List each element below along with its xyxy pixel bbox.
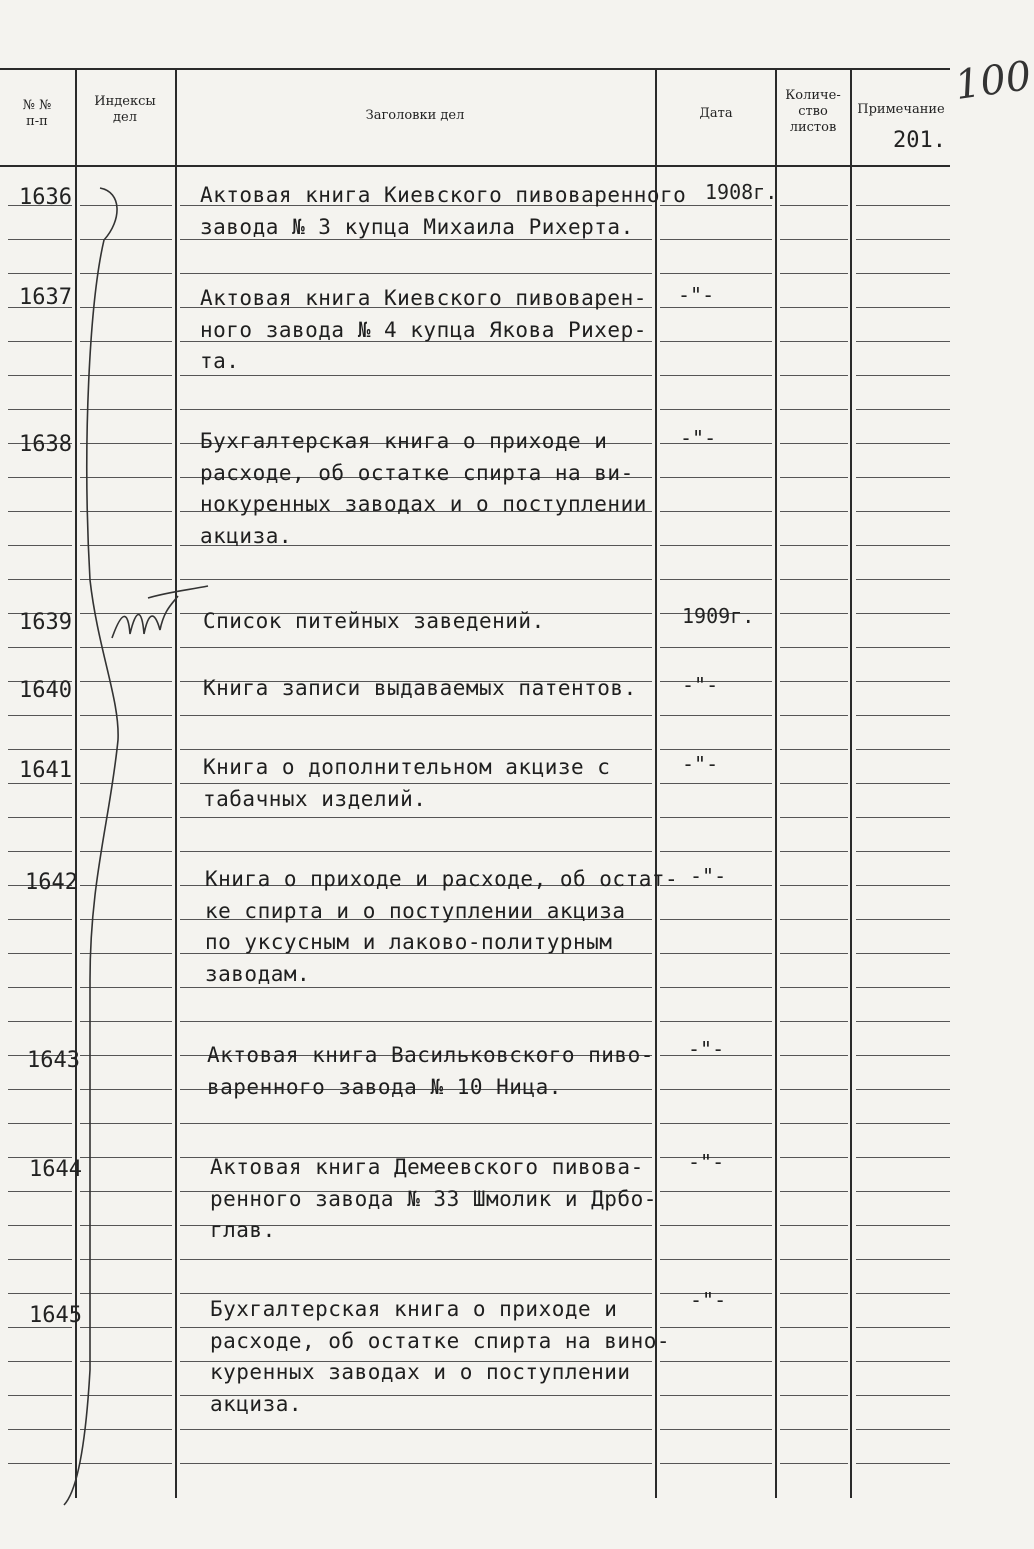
ruled-line xyxy=(856,817,950,818)
ruled-line xyxy=(780,1123,848,1124)
entry-title: Книга о дополнительном акцизе с табачных изделий. xyxy=(203,755,611,811)
column-divider-title xyxy=(655,68,657,1498)
ruled-line xyxy=(660,273,772,274)
ruled-line xyxy=(180,715,652,716)
ruled-line xyxy=(660,1395,772,1396)
ruled-line xyxy=(856,579,950,580)
ruled-line xyxy=(660,1361,772,1362)
entry-number: 1640 xyxy=(19,678,72,703)
ruled-line xyxy=(856,1191,950,1192)
ruled-line xyxy=(856,443,950,444)
entry-date: -"- xyxy=(690,864,727,888)
ruled-line xyxy=(856,647,950,648)
ruled-line xyxy=(856,613,950,614)
column-divider-date xyxy=(775,68,777,1498)
ruled-line xyxy=(180,409,652,410)
ruled-line xyxy=(856,1123,950,1124)
entry-number: 1645 xyxy=(29,1303,82,1328)
header-bottom-border xyxy=(0,165,950,167)
ruled-line xyxy=(856,205,950,206)
entry-date: -"- xyxy=(680,426,717,450)
header-count: Количе- ство листов xyxy=(785,88,841,135)
ruled-line xyxy=(780,545,848,546)
ruled-line xyxy=(780,749,848,750)
ruled-line xyxy=(780,681,848,682)
entry-date: -"- xyxy=(688,1150,725,1174)
page-number: 100 xyxy=(952,52,1034,110)
ruled-line xyxy=(780,1327,848,1328)
ruled-line xyxy=(780,579,848,580)
ruled-line xyxy=(780,1361,848,1362)
ruled-line xyxy=(660,817,772,818)
ruled-line xyxy=(180,1259,652,1260)
ruled-line xyxy=(856,1157,950,1158)
ruled-line xyxy=(856,1463,950,1464)
ruled-line xyxy=(780,885,848,886)
ruled-line xyxy=(180,1429,652,1430)
ruled-line xyxy=(856,715,950,716)
header-date: Дата xyxy=(699,106,733,121)
ruled-line xyxy=(780,1395,848,1396)
ruled-line xyxy=(780,817,848,818)
entry-date: 1908г. xyxy=(705,180,778,204)
ruled-line xyxy=(780,783,848,784)
ruled-line xyxy=(856,953,950,954)
entry-date: -"- xyxy=(682,673,719,697)
ruled-line xyxy=(780,1021,848,1022)
ruled-line xyxy=(780,1225,848,1226)
ruled-line xyxy=(180,647,652,648)
ruled-line xyxy=(856,477,950,478)
ruled-line xyxy=(780,851,848,852)
handwritten-signature-icon xyxy=(108,590,188,650)
ruled-line xyxy=(660,1463,772,1464)
ruled-line xyxy=(780,1157,848,1158)
ruled-line xyxy=(856,1395,950,1396)
ruled-line xyxy=(660,1021,772,1022)
ruled-line xyxy=(660,511,772,512)
ruled-line xyxy=(660,783,772,784)
ruled-line xyxy=(660,647,772,648)
ruled-line xyxy=(180,851,652,852)
ruled-line xyxy=(780,1463,848,1464)
ruled-line xyxy=(856,1293,950,1294)
ruled-line xyxy=(660,749,772,750)
ruled-line xyxy=(856,511,950,512)
entry-title: Книга записи выдаваемых патентов. xyxy=(203,676,637,700)
ruled-line xyxy=(780,409,848,410)
ruled-line xyxy=(856,1361,950,1362)
ruled-line xyxy=(856,307,950,308)
ruled-line xyxy=(660,1225,772,1226)
ruled-line xyxy=(180,817,652,818)
entry-title: Актовая книга Демеевского пивова- ренного завода № 33 Шмолик и Дрбо- глав. xyxy=(210,1155,657,1242)
ruled-line xyxy=(780,443,848,444)
header-index: Индексы дел xyxy=(94,94,156,125)
ruled-line xyxy=(780,273,848,274)
entry-date: -"- xyxy=(678,283,715,307)
ruled-line xyxy=(856,1225,950,1226)
ruled-line xyxy=(660,851,772,852)
ruled-line xyxy=(856,341,950,342)
entry-number: 1642 xyxy=(25,870,78,895)
entry-title: Книга о приходе и расходе, об остат- ке спирта и о поступлении акциза по уксусным и лаково-политурным заводам. xyxy=(205,867,679,986)
entry-date: -"- xyxy=(688,1037,725,1061)
entry-number: 1641 xyxy=(19,758,72,783)
ruled-line xyxy=(856,987,950,988)
ruled-line xyxy=(856,681,950,682)
ruled-line xyxy=(660,409,772,410)
ruled-line xyxy=(856,1327,950,1328)
entry-number: 1644 xyxy=(29,1157,82,1182)
ruled-line xyxy=(780,1429,848,1430)
entry-date: -"- xyxy=(682,752,719,776)
entry-title: Бухгалтерская книга о приходе и расходе, об остатке спирта на вино- куренных заводах и о поступлении акциза. xyxy=(210,1297,671,1416)
handwritten-bracket-icon xyxy=(60,180,140,1510)
ruled-line xyxy=(780,953,848,954)
entry-title: Актовая книга Васильковского пиво- варенного завода № 10 Ница. xyxy=(207,1043,654,1099)
ruled-line xyxy=(780,1259,848,1260)
ruled-line xyxy=(180,579,652,580)
ruled-line xyxy=(660,1123,772,1124)
ruled-line xyxy=(780,477,848,478)
folio-number: 201. xyxy=(893,128,946,153)
ruled-line xyxy=(660,579,772,580)
ruled-line xyxy=(780,987,848,988)
ruled-line xyxy=(780,1293,848,1294)
ruled-line xyxy=(856,919,950,920)
ruled-line xyxy=(660,1429,772,1430)
ruled-line xyxy=(180,1021,652,1022)
ruled-line xyxy=(180,1463,652,1464)
ruled-line xyxy=(780,1055,848,1056)
column-divider-count xyxy=(850,68,852,1498)
ruled-line xyxy=(780,715,848,716)
entry-number: 1636 xyxy=(19,185,72,210)
ruled-line xyxy=(856,1021,950,1022)
ruled-line xyxy=(780,1191,848,1192)
ruled-line xyxy=(856,239,950,240)
ruled-line xyxy=(856,545,950,546)
ruled-line xyxy=(660,341,772,342)
header-num: № № п-п xyxy=(22,98,52,129)
ruled-line xyxy=(856,749,950,750)
table-top-border xyxy=(0,68,950,70)
entry-date: -"- xyxy=(690,1288,727,1312)
column-divider-index xyxy=(175,68,177,1498)
ruled-line xyxy=(660,1089,772,1090)
header-title: Заголовки дел xyxy=(365,108,465,123)
ruled-line xyxy=(780,239,848,240)
ruled-line xyxy=(856,885,950,886)
ruled-line xyxy=(856,783,950,784)
ruled-line xyxy=(660,545,772,546)
ruled-line xyxy=(180,749,652,750)
ruled-line xyxy=(780,1089,848,1090)
ruled-line xyxy=(780,307,848,308)
ruled-line xyxy=(780,613,848,614)
ruled-line xyxy=(856,273,950,274)
ruled-line xyxy=(856,851,950,852)
entry-number: 1639 xyxy=(19,610,72,635)
entry-number: 1638 xyxy=(19,432,72,457)
ruled-line xyxy=(660,715,772,716)
ruled-line xyxy=(780,375,848,376)
ruled-line xyxy=(856,1089,950,1090)
ruled-line xyxy=(780,341,848,342)
ruled-line xyxy=(856,1429,950,1430)
ruled-line xyxy=(180,1123,652,1124)
ruled-line xyxy=(780,647,848,648)
ruled-line xyxy=(780,205,848,206)
ruled-line xyxy=(780,919,848,920)
ruled-line xyxy=(660,375,772,376)
entry-title: Бухгалтерская книга о приходе и расходе, об остатке спирта на ви- нокуренных заводах и о поступлении акциза. xyxy=(200,429,647,548)
ruled-line xyxy=(856,375,950,376)
entry-number: 1637 xyxy=(19,285,72,310)
entry-title: Список питейных заведений. xyxy=(203,609,545,633)
ruled-line xyxy=(856,1055,950,1056)
ruled-line xyxy=(780,511,848,512)
entry-number: 1643 xyxy=(27,1048,80,1073)
header-note: Примечание xyxy=(857,102,945,117)
ruled-line xyxy=(856,409,950,410)
entry-title: Актовая книга Киевского пивоваренного завода № 3 купца Михаила Рихерта. xyxy=(200,183,687,239)
ruled-line xyxy=(660,477,772,478)
entry-date: 1909г. xyxy=(682,604,755,628)
ruled-line xyxy=(660,1259,772,1260)
ruled-line xyxy=(660,307,772,308)
ruled-line xyxy=(180,273,652,274)
entry-title: Актовая книга Киевского пивоварен- ного завода № 4 купца Якова Рихер- та. xyxy=(200,286,647,373)
ruled-line xyxy=(856,1259,950,1260)
ruled-line xyxy=(660,1191,772,1192)
ruled-line xyxy=(660,1327,772,1328)
